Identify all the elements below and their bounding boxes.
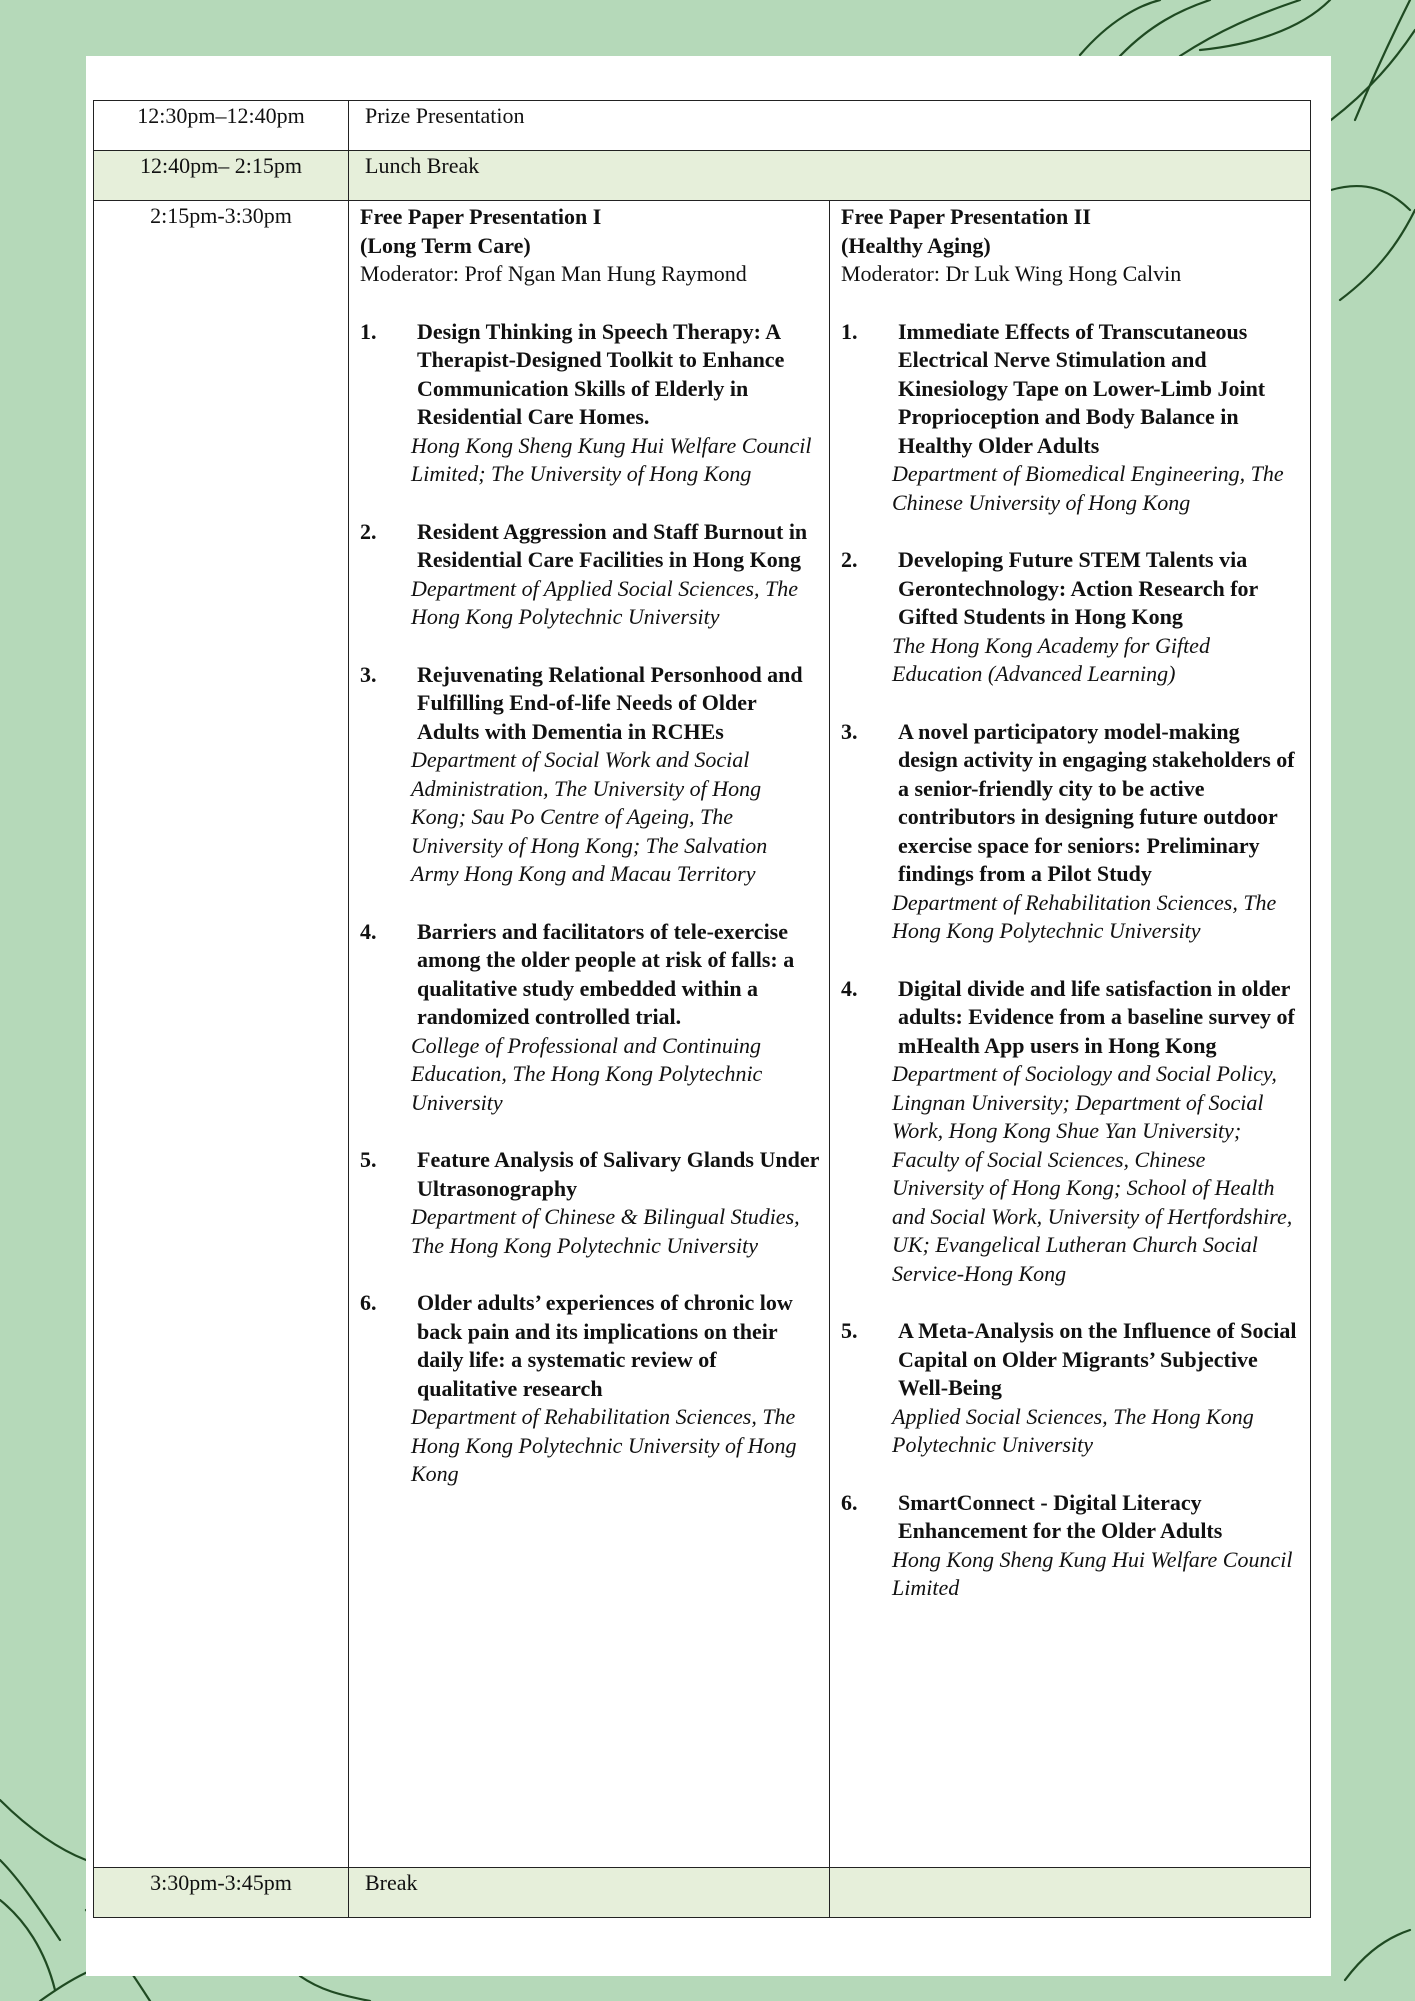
event-cell: Break [349, 1868, 830, 1918]
paper-item [360, 318, 819, 489]
session-moderator: Moderator: Prof Ngan Man Hung Raymond [360, 261, 747, 286]
session-1-column [349, 201, 830, 1868]
time-cell: 2:15pm-3:30pm [94, 201, 349, 1868]
paper-affiliation: Hong Kong Sheng Kung Hui Welfare Council Limited; The University of Hong Kong [411, 432, 812, 486]
paper-item [841, 975, 1300, 1289]
paper-number: 2. [360, 518, 377, 544]
paper-affiliation: Department of Applied Social Sciences, The Hong Kong Polytechnic University [411, 575, 798, 629]
session-subtitle: (Long Term Care) [360, 232, 531, 258]
time-cell: 12:30pm–12:40pm [94, 101, 349, 151]
paper-title: Developing Future STEM Talents via Gerontechnology: Action Research for Gifted Students in Hong Kong [898, 547, 1258, 629]
session-2-column [830, 201, 1311, 1868]
schedule-row-break [94, 1868, 1311, 1918]
paper-item [360, 661, 819, 889]
paper-title: A Meta-Analysis on the Influence of Social Capital on Older Migrants’ Subjective Well-Being [898, 1318, 1297, 1400]
paper-number: 4. [841, 975, 858, 1001]
empty-cell [830, 1868, 1311, 1918]
paper-affiliation: College of Professional and Continuing Education, The Hong Kong Polytechnic University [411, 1032, 763, 1115]
paper-list [360, 318, 819, 1489]
paper-title: Design Thinking in Speech Therapy: A Therapist-Designed Toolkit to Enhance Communication Skills of Elderly in Residential Care Homes. [417, 318, 785, 429]
paper-number: 3. [360, 661, 377, 687]
session-subtitle: (Healthy Aging) [841, 232, 991, 258]
paper-number: 5. [360, 1147, 377, 1172]
paper-title: A novel participatory model-making design activity in engaging stakeholders of a senior-friendly city to be active contributors in designing future outdoor exercise space for seniors: Preliminary findings from a Pilot Study [898, 718, 1295, 886]
event-cell: Prize Presentation [349, 101, 1311, 151]
time-cell: 3:30pm-3:45pm [94, 1868, 349, 1918]
session-moderator: Moderator: Dr Luk Wing Hong Calvin [841, 261, 1182, 286]
paper-item [841, 1489, 1300, 1603]
paper-title: Barriers and facilitators of tele-exercise among the older people at risk of falls: a qualitative study embedded within a randomized controlled trial. [417, 918, 795, 1029]
paper-item [360, 918, 819, 1118]
paper-affiliation: The Hong Kong Academy for Gifted Education (Advanced Learning) [892, 632, 1210, 686]
paper-title: Older adults’ experiences of chronic low back pain and its implications on their daily life: a systematic review of qualitative research [417, 1290, 793, 1401]
paper-item [841, 1317, 1300, 1460]
paper-item [360, 1289, 819, 1489]
time-cell: 12:40pm– 2:15pm [94, 151, 349, 201]
paper-title: Feature Analysis of Salivary Glands Under Ultrasonography [417, 1147, 819, 1201]
event-cell: Lunch Break [349, 151, 1311, 201]
paper-item [841, 546, 1300, 689]
paper-number: 5. [841, 1318, 858, 1343]
paper-number: 2. [841, 547, 858, 572]
paper-affiliation: Department of Biomedical Engineering, The Chinese University of Hong Kong [892, 461, 1284, 515]
session-title: Free Paper Presentation I [360, 204, 602, 229]
paper-item [841, 718, 1300, 946]
paper-title: Immediate Effects of Transcutaneous Electrical Nerve Stimulation and Kinesiology Tape on Lower-Limb Joint Proprioception and Body Balance in Healthy Older Adults [898, 318, 1266, 458]
paper-affiliation: Department of Sociology and Social Policy, Lingnan University; Department of Social Work, Hong Kong Shue Yan University; Faculty of Social Sciences, Chinese University of Hong Kong; School of Health and Social Work, University of Hertfordshire, UK; Evangelical Lutheran Church Social Service-Hong Kong [892, 1061, 1293, 1286]
paper-title: SmartConnect - Digital Literacy Enhancement for the Older Adults [898, 1489, 1223, 1543]
paper-affiliation: Applied Social Sciences, The Hong Kong Polytechnic University [892, 1403, 1254, 1457]
paper-item [360, 1146, 819, 1260]
schedule-row-lunch [94, 151, 1311, 201]
paper-title: Digital divide and life satisfaction in older adults: Evidence from a baseline survey of mHealth App users in Hong Kong [898, 975, 1295, 1058]
paper-number: 1. [360, 318, 377, 344]
session-title: Free Paper Presentation II [841, 204, 1091, 229]
paper-affiliation: Department of Social Work and Social Administration, The University of Hong Kong; Sau Po Centre of Ageing, The University of Hong Kong; The Salvation Army Hong Kong and Macau Territory [411, 747, 768, 886]
program-page [86, 56, 1331, 1976]
schedule-row-prize [94, 101, 1311, 151]
paper-number: 6. [841, 1489, 858, 1515]
paper-item [360, 518, 819, 632]
paper-list [841, 318, 1300, 1603]
paper-number: 1. [841, 318, 858, 344]
paper-affiliation: Department of Rehabilitation Sciences, The Hong Kong Polytechnic University [892, 889, 1277, 943]
paper-affiliation: Department of Rehabilitation Sciences, The Hong Kong Polytechnic University of Hong Kong [411, 1404, 797, 1486]
paper-title: Rejuvenating Relational Personhood and Fulfilling End-of-life Needs of Older Adults with Dementia in RCHEs [417, 661, 803, 744]
paper-number: 6. [360, 1290, 377, 1315]
schedule-table [93, 100, 1311, 1918]
schedule-row-sessions [94, 201, 1311, 1868]
paper-number: 4. [360, 918, 377, 944]
paper-affiliation: Department of Chinese & Bilingual Studies, The Hong Kong Polytechnic University [411, 1204, 800, 1258]
paper-title: Resident Aggression and Staff Burnout in Residential Care Facilities in Hong Kong [417, 518, 808, 572]
paper-item [841, 318, 1300, 518]
paper-number: 3. [841, 718, 858, 744]
paper-affiliation: Hong Kong Sheng Kung Hui Welfare Council Limited [892, 1546, 1293, 1600]
